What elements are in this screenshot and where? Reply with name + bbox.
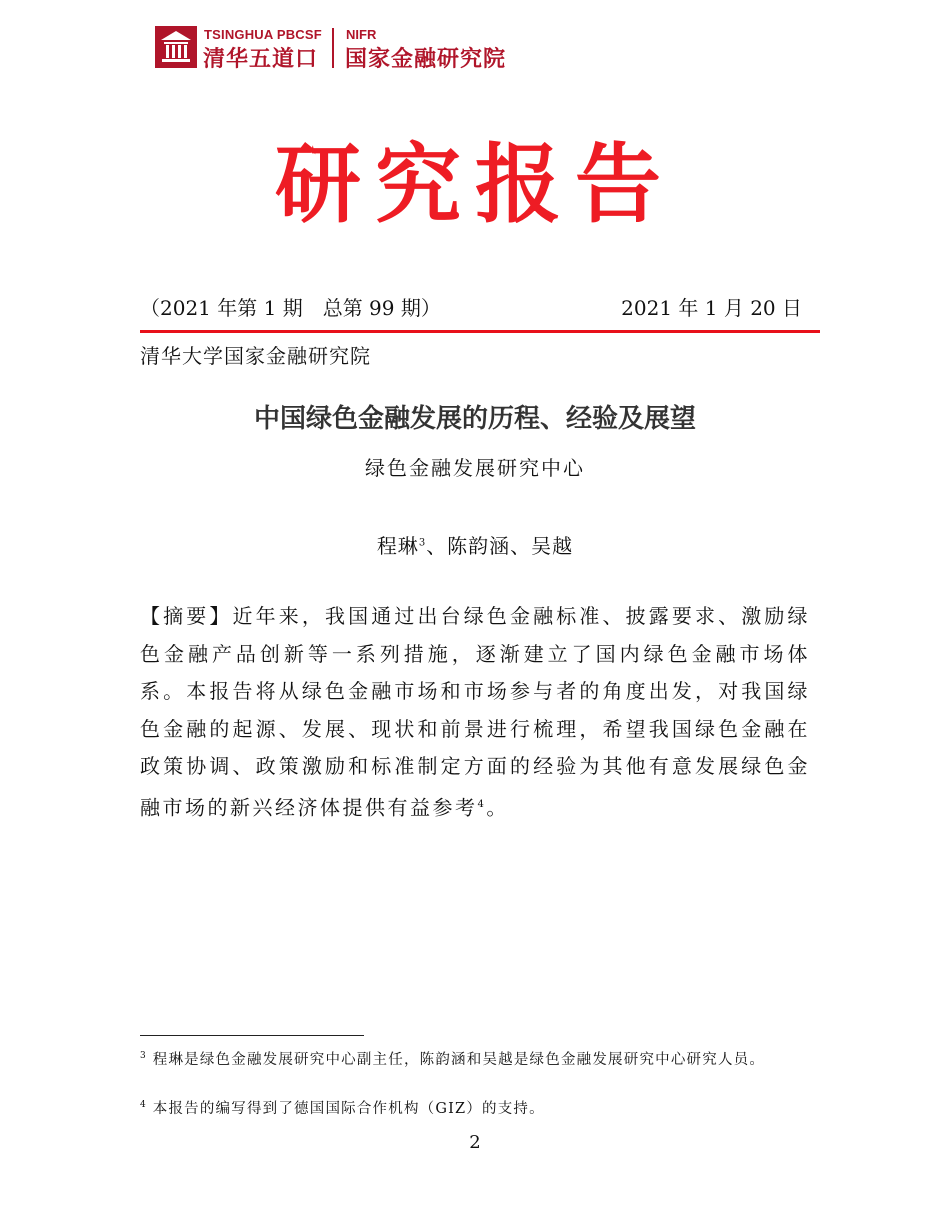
logo-text-nifr: NIFR [346, 27, 377, 42]
footnote-text: 本报告的编写得到了德国国际合作机构（GIZ）的支持。 [146, 1100, 545, 1117]
abstract-text: 近年来，我国通过出台绿色金融标准、披露要求、激励绿色金融产品创新等一系列措施，逐渐建立了国内绿色金融市场体系。本报告将从绿色金融市场和市场参与者的角度出发，对我国绿色金融的起源、发展、现状和前景进行梳理，希望我国绿色金融在政策协调、政策激励和标准制定方面的经验为其他有意发展绿色金融市场的新兴经济体提供有益参考 [140, 604, 810, 820]
research-center: 绿色金融发展研究中心 [365, 456, 585, 480]
issue-number: （2021 年第 1 期 总第 99 期） [140, 296, 441, 320]
pbcsf-logo-icon [155, 26, 197, 68]
abstract [140, 598, 810, 827]
abstract-end: 。 [486, 795, 509, 820]
footnote-3 [140, 1045, 810, 1072]
logo-text-pbcsf: TSINGHUA PBCSF [204, 27, 322, 42]
logo-text-wudaokou: 清华五道口 [203, 47, 319, 72]
footnote-ref-3: 3 [418, 537, 427, 549]
footnote-mark: 4 [140, 1100, 147, 1110]
logo-text-nifr-cn: 国家金融研究院 [345, 47, 507, 72]
page-number: 2 [469, 1132, 481, 1153]
header-divider [140, 330, 820, 333]
footnote-divider [140, 1035, 364, 1036]
report-date: 2021 年 1 月 20 日 [621, 296, 802, 320]
institute-name: 清华大学国家金融研究院 [140, 344, 371, 368]
abstract-label: 【摘要】 [140, 604, 233, 628]
author-rest: 、陈韵涵、吴越 [426, 534, 574, 558]
report-headline: 中国绿色金融发展的历程、经验及展望 [253, 404, 696, 434]
footnote-text: 程琳是绿色金融发展研究中心副主任，陈韵涵和吴越是绿色金融发展研究中心研究人员。 [146, 1051, 766, 1068]
footnote-mark: 3 [140, 1051, 147, 1061]
footnote-ref-4: 4 [477, 798, 487, 810]
footnote-4 [140, 1094, 810, 1121]
authors [0, 530, 950, 559]
report-title: 研究报告 [275, 134, 675, 235]
logo-divider [332, 28, 334, 68]
author-first: 程琳 [376, 534, 419, 558]
